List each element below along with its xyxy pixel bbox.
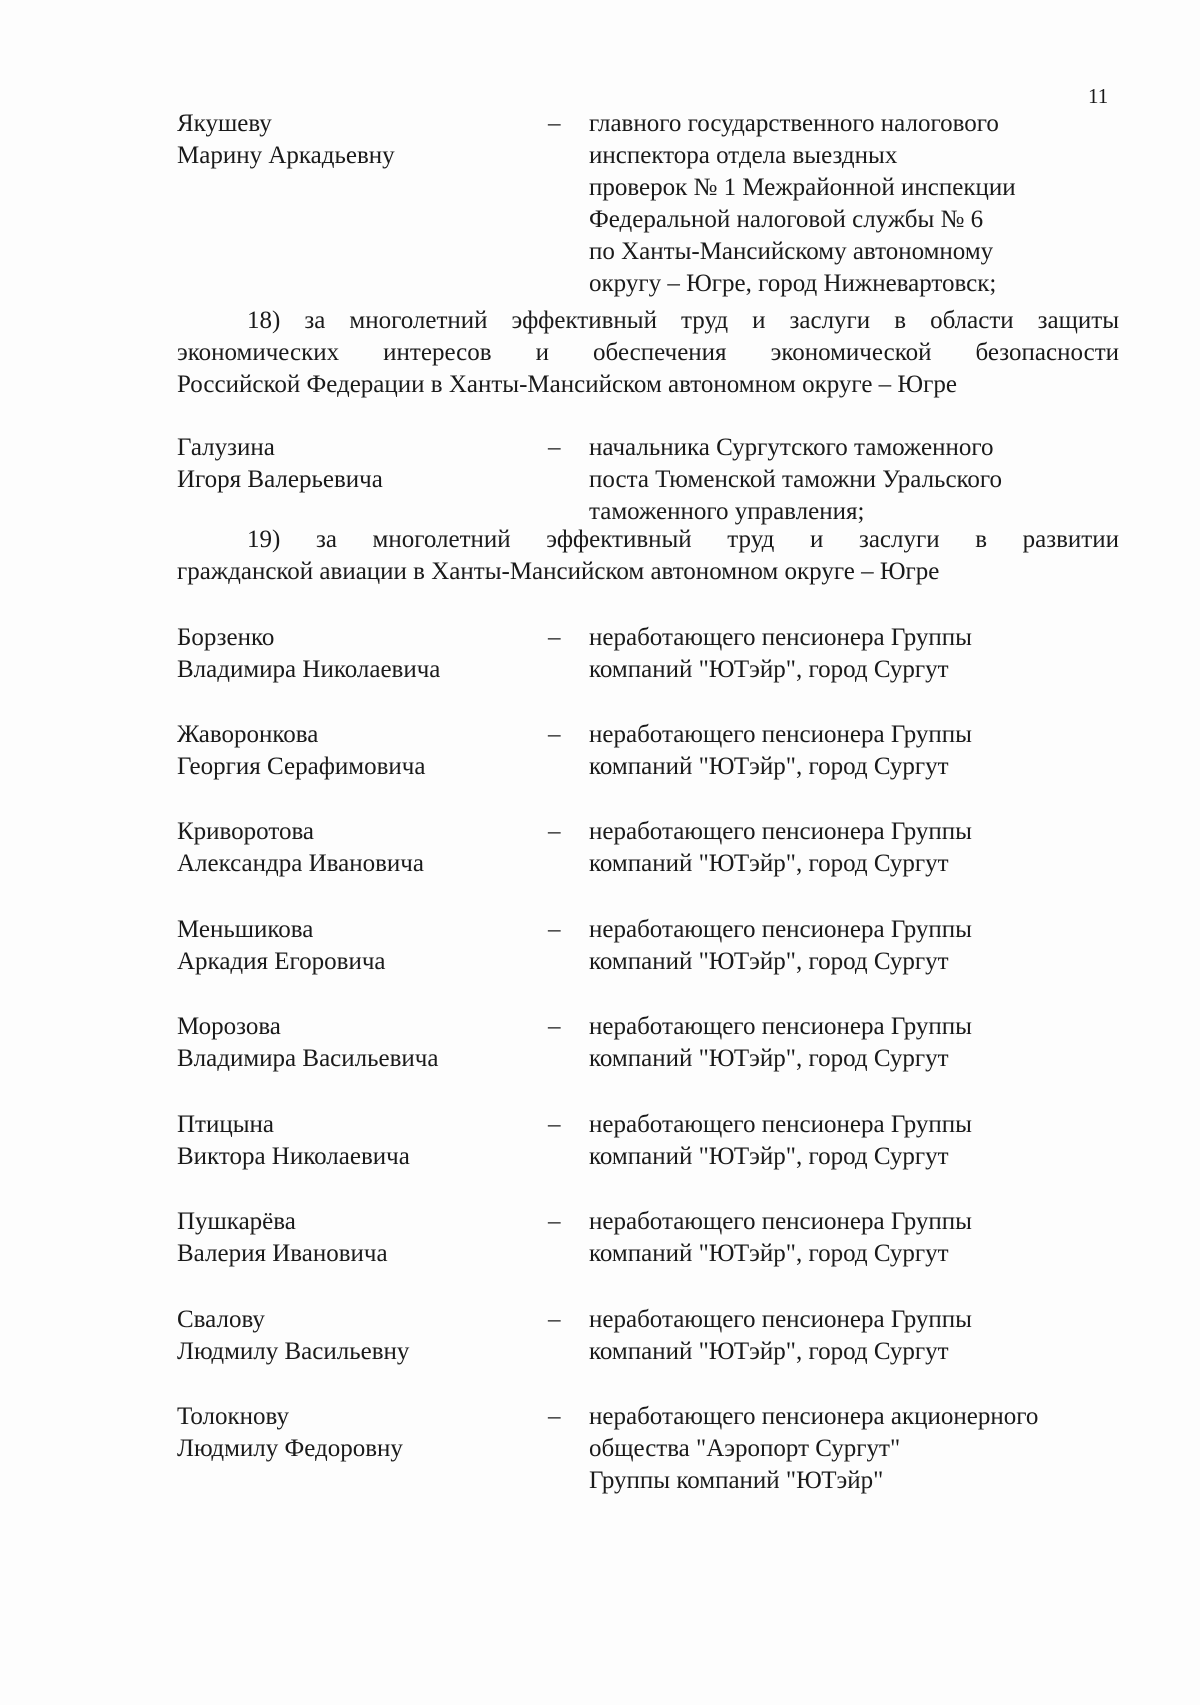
position-line: неработающего пенсионера Группы	[589, 1111, 972, 1138]
dash: –	[548, 1111, 561, 1138]
position-line: неработающего пенсионера Группы	[589, 721, 972, 748]
given-names: Георгия Серафимовича	[177, 753, 426, 780]
surname: Галузина	[177, 434, 275, 461]
position-line: неработающего пенсионера акционерного	[589, 1403, 1039, 1430]
given-names: Владимира Васильевича	[177, 1045, 439, 1072]
person-name	[177, 1401, 537, 1465]
dash: –	[548, 1306, 561, 1333]
person-name	[177, 432, 537, 496]
person-position	[589, 1011, 1129, 1075]
position-line: неработающего пенсионера Группы	[589, 1306, 972, 1333]
dash: –	[548, 110, 561, 137]
position-line: компаний "ЮТэйр", город Сургут	[589, 948, 949, 975]
surname: Толокнову	[177, 1403, 290, 1430]
position-line: неработающего пенсионера Группы	[589, 1208, 972, 1235]
position-line: неработающего пенсионера Группы	[589, 624, 972, 651]
position-line: компаний "ЮТэйр", город Сургут	[589, 850, 949, 877]
position-line: главного государственного налогового	[589, 110, 999, 137]
section-paragraph-19	[177, 524, 1119, 588]
position-line: таможенного управления;	[589, 498, 865, 525]
dash: –	[548, 434, 561, 461]
dash: –	[548, 624, 561, 651]
person-name	[177, 816, 537, 880]
position-line: поста Тюменской таможни Уральского	[589, 466, 1003, 493]
person-name	[177, 622, 537, 686]
given-names: Игоря Валерьевича	[177, 466, 383, 493]
dash: –	[548, 1208, 561, 1235]
surname: Меньшикова	[177, 916, 314, 943]
surname: Свалову	[177, 1306, 265, 1333]
position-line: компаний "ЮТэйр", город Сургут	[589, 1045, 949, 1072]
position-line: компаний "ЮТэйр", город Сургут	[589, 656, 949, 683]
position-line: начальника Сургутского таможенного	[589, 434, 994, 461]
given-names: Виктора Николаевича	[177, 1143, 410, 1170]
position-line: компаний "ЮТэйр", город Сургут	[589, 1143, 949, 1170]
person-position	[589, 432, 1129, 528]
surname: Пушкарёва	[177, 1208, 296, 1235]
person-name	[177, 719, 537, 783]
person-position	[589, 719, 1129, 783]
dash: –	[548, 1013, 561, 1040]
surname: Жаворонкова	[177, 721, 319, 748]
person-name	[177, 1304, 537, 1368]
person-name	[177, 1206, 537, 1270]
person-position	[589, 1304, 1129, 1368]
given-names: Людмилу Федоровну	[177, 1435, 403, 1462]
given-names: Марину Аркадьевну	[177, 142, 395, 169]
dash: –	[548, 916, 561, 943]
person-name	[177, 914, 537, 978]
person-position	[589, 1401, 1129, 1497]
paragraph-line: гражданской авиации в Ханты-Мансийском автономном округе – Югре	[177, 558, 940, 585]
person-position	[589, 816, 1129, 880]
paragraph-line: экономических интересов и обеспечения экономической безопасности	[177, 339, 1119, 366]
given-names: Владимира Николаевича	[177, 656, 441, 683]
given-names: Людмилу Васильевну	[177, 1338, 410, 1365]
position-line: неработающего пенсионера Группы	[589, 818, 972, 845]
paragraph-line: 18) за многолетний эффективный труд и заслуги в области защиты	[247, 307, 1119, 334]
page-number: 11	[1088, 84, 1109, 108]
given-names: Александра Ивановича	[177, 850, 424, 877]
position-line: округу – Югре, город Нижневартовск;	[589, 270, 997, 297]
given-names: Аркадия Егоровича	[177, 948, 386, 975]
position-line: Группы компаний "ЮТэйр"	[589, 1467, 884, 1494]
surname: Якушеву	[177, 110, 272, 137]
given-names: Валерия Ивановича	[177, 1240, 388, 1267]
position-line: компаний "ЮТэйр", город Сургут	[589, 753, 949, 780]
surname: Криворотова	[177, 818, 315, 845]
surname: Морозова	[177, 1013, 281, 1040]
position-line: общества "Аэропорт Сургут"	[589, 1435, 901, 1462]
surname: Птицына	[177, 1111, 275, 1138]
paragraph-line: Российской Федерации в Ханты-Мансийском автономном округе – Югре	[177, 371, 957, 398]
person-name	[177, 1109, 537, 1173]
person-name	[177, 108, 537, 172]
dash: –	[548, 818, 561, 845]
person-position	[589, 1206, 1129, 1270]
position-line: Федеральной налоговой службы № 6	[589, 206, 984, 233]
position-line: инспектора отдела выездных	[589, 142, 898, 169]
section-paragraph-18	[177, 305, 1119, 401]
person-position	[589, 108, 1129, 300]
position-line: компаний "ЮТэйр", город Сургут	[589, 1240, 949, 1267]
person-position	[589, 914, 1129, 978]
paragraph-line: 19) за многолетний эффективный труд и заслуги в развитии	[247, 526, 1119, 553]
dash: –	[548, 1403, 561, 1430]
position-line: компаний "ЮТэйр", город Сургут	[589, 1338, 949, 1365]
position-line: проверок № 1 Межрайонной инспекции	[589, 174, 1016, 201]
surname: Борзенко	[177, 624, 275, 651]
person-position	[589, 622, 1129, 686]
position-line: неработающего пенсионера Группы	[589, 1013, 972, 1040]
person-position	[589, 1109, 1129, 1173]
person-name	[177, 1011, 537, 1075]
position-line: по Ханты-Мансийскому автономному	[589, 238, 994, 265]
dash: –	[548, 721, 561, 748]
position-line: неработающего пенсионера Группы	[589, 916, 972, 943]
